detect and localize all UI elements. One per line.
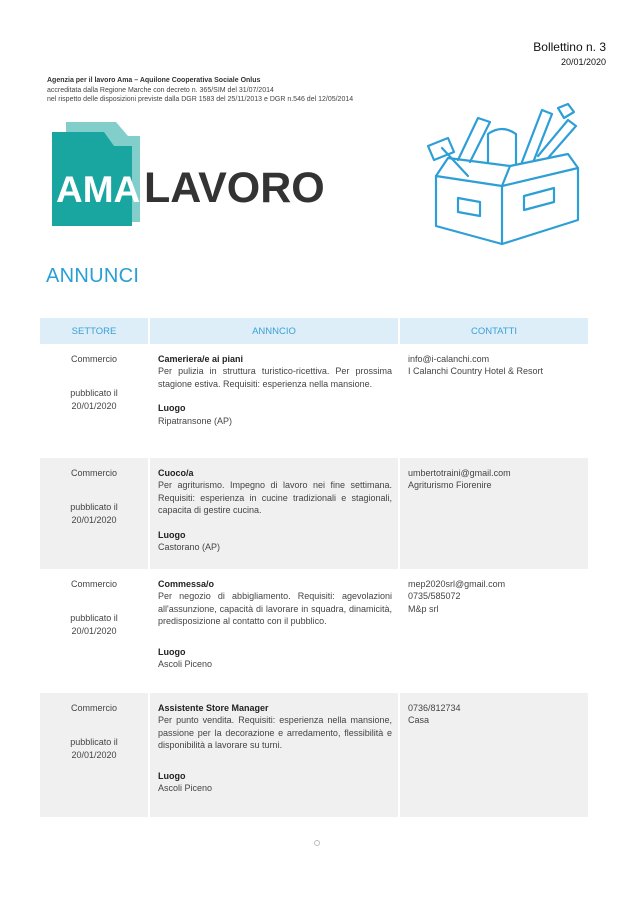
bulletin-info xyxy=(533,40,606,67)
contact-phone: 0735/585072 xyxy=(408,591,461,602)
ad-description: Per punto vendita. Requisiti: esperienza nella mansione, passione per la decorazione e arredamento, flessibilità e disponibilità a lavorare su turni. xyxy=(158,715,392,751)
published-date: 20/01/2020 xyxy=(71,625,117,636)
agency-header xyxy=(47,76,353,105)
bulletin-number: Bollettino n. 3 xyxy=(533,40,606,54)
sector-name: Commercio xyxy=(70,468,117,478)
contact-email-link[interactable]: mep2020srl@gmail.com xyxy=(408,579,506,589)
table-row xyxy=(40,344,588,458)
place-value: Ascoli Piceno xyxy=(158,783,213,794)
ad-cell xyxy=(150,344,398,458)
table-row xyxy=(40,569,588,693)
published-date: 20/01/2020 xyxy=(71,749,117,760)
table-row xyxy=(40,458,588,569)
toolbox-illustration xyxy=(418,98,586,250)
job-ads-table xyxy=(38,318,590,817)
contact-email-link[interactable]: umbertotraini@gmail.com xyxy=(408,468,511,478)
place-value: Ascoli Piceno xyxy=(158,659,213,670)
published-date: 20/01/2020 xyxy=(71,400,117,411)
ad-cell xyxy=(150,693,398,817)
sector-cell xyxy=(40,569,148,693)
place-label: Luogo xyxy=(158,403,186,414)
table-header-row xyxy=(40,318,588,344)
ad-title: Commessa/o xyxy=(158,579,215,589)
sector-cell xyxy=(40,344,148,458)
place-label: Luogo xyxy=(158,529,186,540)
place-label: Luogo xyxy=(158,770,186,781)
contact-company: I Calanchi Country Hotel & Resort xyxy=(408,366,544,377)
published-label: pubblicato il xyxy=(70,388,118,399)
contact-company: Casa xyxy=(408,715,430,726)
page-indicator-dot xyxy=(314,840,320,846)
sector-name: Commercio xyxy=(70,579,117,589)
contacts-cell xyxy=(400,569,588,693)
sector-name: Commercio xyxy=(70,703,117,713)
agency-accreditation: accreditata dalla Regione Marche con decreto n. 365/SIM del 31/07/2014 xyxy=(47,86,274,94)
header-sector: SETTORE xyxy=(40,318,148,344)
ad-cell xyxy=(150,569,398,693)
header-ad: ANNNCIO xyxy=(150,318,398,344)
contacts-cell xyxy=(400,344,588,458)
contacts-cell xyxy=(400,458,588,569)
contacts-cell xyxy=(400,693,588,817)
ad-title: Cameriera/e ai piani xyxy=(158,354,244,364)
contact-email-link[interactable]: info@i-calanchi.com xyxy=(408,354,490,364)
published-date: 20/01/2020 xyxy=(71,514,117,525)
ad-title: Cuoco/a xyxy=(158,468,194,478)
place-label: Luogo xyxy=(158,646,186,657)
agency-name: Agenzia per il lavoro Ama – Aquilone Cooperativa Sociale Onlus xyxy=(47,77,261,84)
place-value: Castorano (AP) xyxy=(158,542,221,553)
ad-title: Assistente Store Manager xyxy=(158,703,269,713)
section-title: ANNUNCI xyxy=(46,265,140,287)
contact-phone: 0736/812734 xyxy=(408,703,461,713)
logo-ama-text: AMA xyxy=(56,169,141,210)
ad-description: Per negozio di abbigliamento. Requisiti: agevolazioni all'assunzione, capacità di lavorare in squadra, dinamicità, predisposizione al contatto con il pubblico. xyxy=(158,591,392,627)
ad-cell xyxy=(150,458,398,569)
header-contacts: CONTATTI xyxy=(400,318,588,344)
ad-description: Per agriturismo. Impegno di lavoro nei fine settimana. Requisiti: esperienza in cucine tradizionali e stagionali, capacita di gestire cucina. xyxy=(158,480,392,516)
published-label: pubblicato il xyxy=(70,613,118,624)
agency-regulation: nel rispetto delle disposizioni previste dalla DGR 1583 del 25/11/2013 e DGR n.546 del 12/05/2014 xyxy=(47,96,354,103)
place-value: Ripatransone (AP) xyxy=(158,415,233,426)
sector-name: Commercio xyxy=(70,354,117,364)
table-row xyxy=(40,693,588,817)
published-label: pubblicato il xyxy=(70,737,118,748)
bulletin-date: 20/01/2020 xyxy=(560,57,606,67)
sector-cell xyxy=(40,693,148,817)
logo-lavoro-text: LAVORO xyxy=(144,164,325,212)
sector-cell xyxy=(40,458,148,569)
ad-description: Per pulizia in struttura turistico-ricettiva. Per prossima stagione estiva. Requisiti: esperienza nella mansione. xyxy=(158,366,392,389)
contact-company: M&p srl xyxy=(408,603,439,614)
published-label: pubblicato il xyxy=(70,502,118,513)
ama-lavoro-logo xyxy=(44,118,344,230)
contact-company: Agriturismo Fiorenire xyxy=(408,480,492,491)
